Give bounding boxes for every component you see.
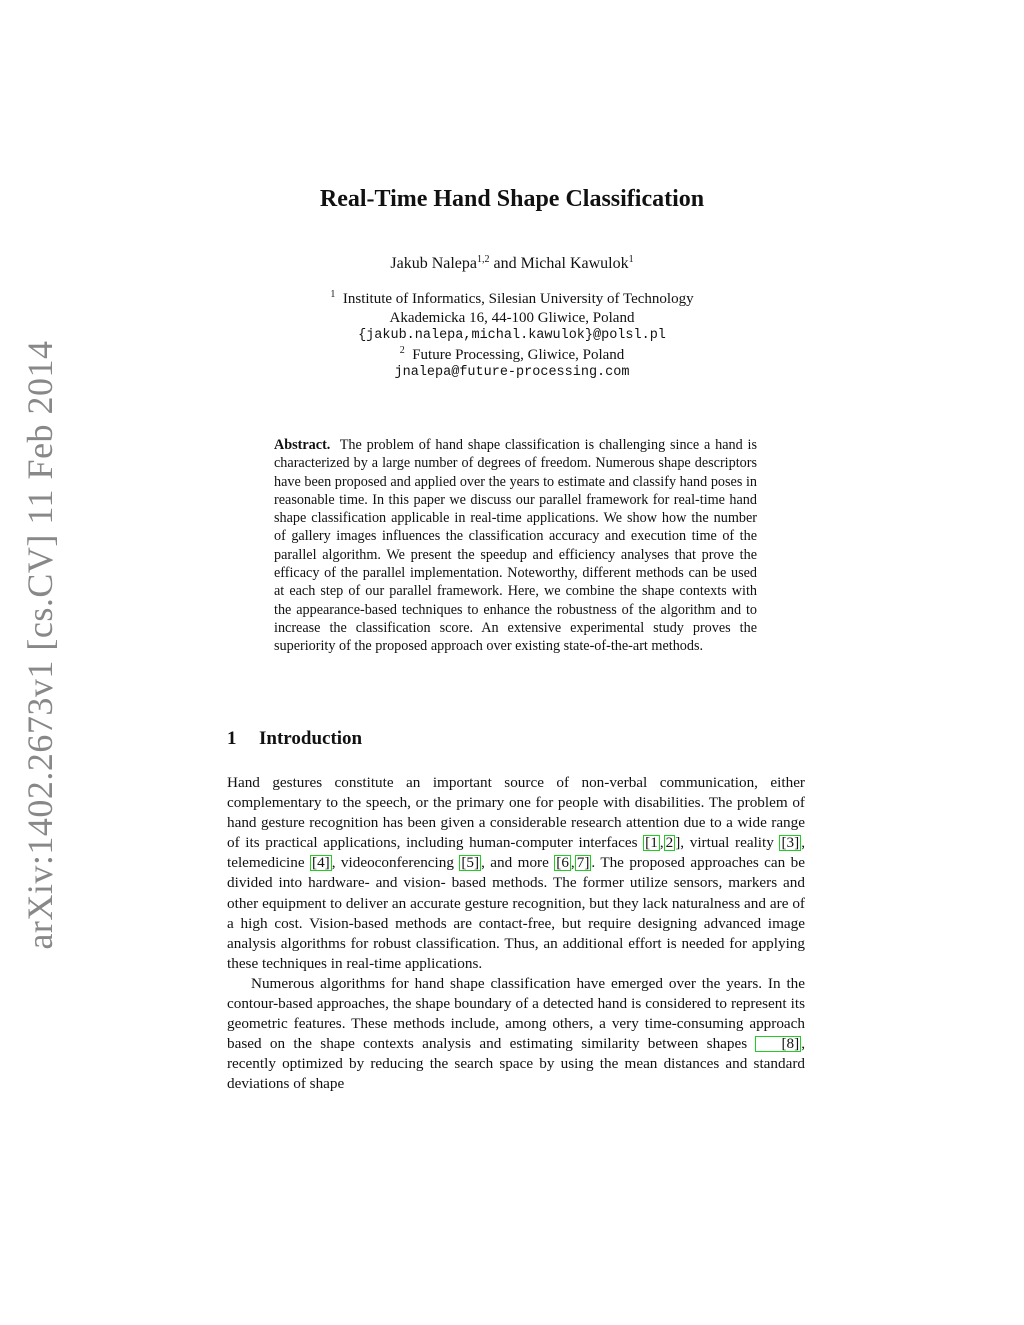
citation-number: 6 (561, 854, 569, 872)
affiliation-name: Institute of Informatics, Silesian University of Technology (342, 291, 694, 307)
affiliation-email[interactable]: jnalepa@future-processing.com (394, 365, 630, 380)
citation-link[interactable]: [6 (556, 854, 569, 872)
paper-title: Real-Time Hand Shape Classification (319, 186, 705, 212)
paragraph-text: , telemedicine (227, 834, 805, 872)
author-list (0, 255, 1024, 273)
citation-number: 3 (786, 834, 795, 852)
abstract (274, 436, 757, 656)
citation-number: 7 (576, 854, 585, 872)
author-name: Jakub Nalepa (390, 255, 478, 272)
affiliation-mark: 1 (330, 289, 336, 300)
citation-link[interactable]: [5] (461, 854, 480, 872)
paragraph-text: , recently optimized by reducing the search space by using the mean distances and standard deviations of shape (227, 1035, 805, 1093)
author-separator: and (489, 255, 521, 272)
paragraph-text: , (659, 834, 664, 852)
introduction-body (227, 773, 805, 1095)
citation-link[interactable] (664, 835, 676, 851)
citation-number: 8 (786, 1035, 795, 1053)
author-affiliation-mark: 1,2 (477, 254, 490, 265)
paragraph-text: Numerous algorithms for hand shape classification have emerged over the years. In the contour-based approaches, the shape boundary of a detected hand is considered to represent its geometric features. These methods include, among others, a very time-consuming approach based on the shape contexts analysis and estimating similarity between shapes (227, 974, 805, 1053)
abstract-text: The problem of hand shape classification is challenging since a hand is characterized by a large number of degrees of freedom. Numerous shape descriptors have been proposed and applied over the years to estimate and classify hand poses in reasonable time. In this paper we discuss our parallel framework for real-time hand shape classification applicable in real-time applications. We show how the number of gallery images influences the classification accuracy and execution time of the parallel algorithm. We present the speedup and efficiency analyses that prove the efficacy of the parallel implementation. Noteworthy, different methods can be used at each step of our parallel framework. Here, we combine the shape contexts with the appearance-based techniques to enhance the robustness of the algorithm and to increase the classification score. An extensive experimental study proves the superiority of the proposed approach over existing state-of-the-art methods. (274, 437, 757, 655)
affiliation-email[interactable]: {jakub.nalepa,michal.kawulok}@polsl.pl (358, 328, 666, 343)
paragraph (227, 974, 805, 1095)
paragraph-text: Hand gestures constitute an important source of non-verbal communication, either complementary to the speech, or the primary one for people with disabilities. The problem of hand gesture recognition has been given a considerable research attention due to a wide range of its practical applications, including human-computer interfaces (227, 774, 805, 852)
section-heading (227, 728, 362, 750)
citation-number: 4 (317, 854, 325, 872)
author-affiliation-mark: 1 (628, 254, 634, 265)
paragraph (227, 773, 805, 974)
affiliation-name: Future Processing, Gliwice, Poland (412, 346, 625, 363)
arxiv-identifier-stamp (0, 340, 80, 950)
author-name: Michal Kawulok (520, 255, 629, 272)
section-title: Introduction (259, 728, 363, 749)
citation-link[interactable]: [4] (312, 854, 330, 872)
citation-link[interactable]: 7] (576, 854, 590, 872)
paragraph-text: , (570, 854, 575, 872)
affiliation-1 (0, 290, 1024, 309)
abstract-label: Abstract. (274, 437, 331, 453)
citation-link[interactable]: [8] (755, 1036, 801, 1052)
paragraph-text: . The proposed approaches can be divided into hardware- and vision- based methods. The former utilize sensors, markers and other equipment to deliver an accurate gesture recognition, but they lack naturalness and are of a high cost. Vision-based methods are contact-free, but require designing advanced image analysis algorithms for robust classification. Thus, an additional effort is needed for applying these techniques in real-time applications. (227, 854, 805, 972)
paragraph-text: , videoconferencing (331, 854, 460, 872)
arxiv-stamp-text: arXiv:1402.2673v1 [cs.CV] 11 Feb 2014 (20, 340, 60, 950)
paragraph-text: ], virtual reality (675, 834, 780, 852)
citation-link[interactable]: [1 (645, 834, 658, 852)
citation-link[interactable]: [3] (781, 834, 800, 852)
affiliation-2 (0, 346, 1024, 365)
affiliation-address: Akademicka 16, 44-100 Gliwice, Poland (389, 309, 635, 326)
section-number: 1 (227, 728, 237, 749)
affiliation-mark: 2 (399, 344, 405, 356)
citation-number: 2 (665, 834, 674, 852)
citation-number: 5 (466, 854, 475, 872)
paragraph-text: , and more (481, 854, 555, 872)
affiliations-block (0, 290, 1024, 383)
citation-number: 1 (650, 834, 658, 852)
